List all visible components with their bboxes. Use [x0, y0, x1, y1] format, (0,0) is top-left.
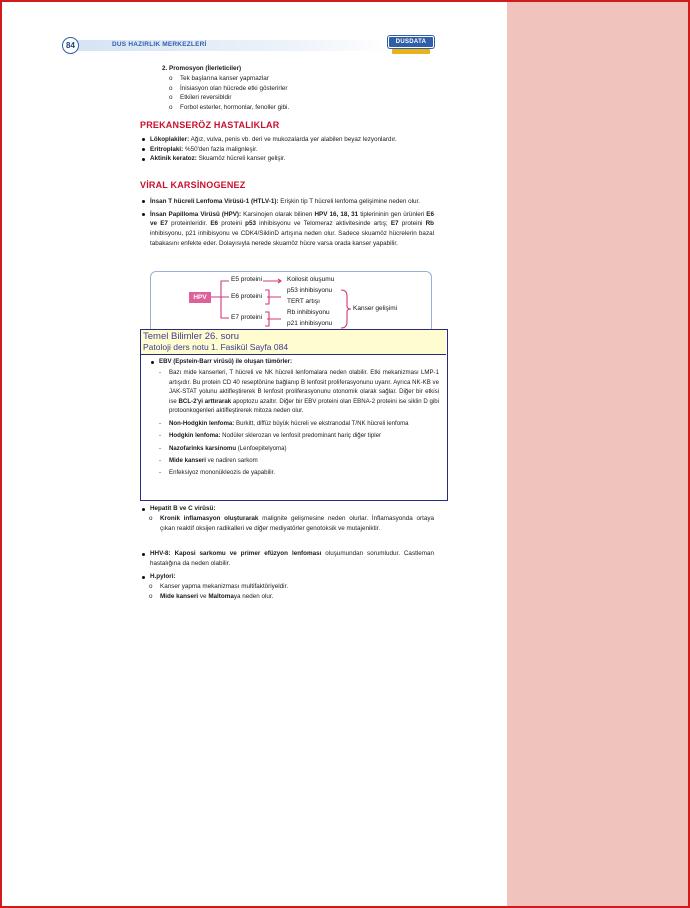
list-item: - Nazofarinks karsinomu (Lenfoepitelyoma): [157, 444, 439, 453]
hepatit-heading: Hepatit B ve C virüsü:: [140, 504, 434, 514]
page-header: [62, 36, 434, 56]
list-item: - Mide kanseri ve nadiren sarkom: [157, 456, 439, 465]
hpv-diagram: [150, 271, 432, 331]
list-item: Aktinik keratoz: Skuamöz hücreli kanser gelişir.: [140, 154, 434, 164]
question-reference-box: [140, 329, 448, 501]
hpv-label: HPV: [189, 292, 211, 303]
e5-label: E5 proteini: [231, 276, 263, 283]
rb-label: Rb inhibisyonu: [287, 309, 330, 316]
kanser-label: Kanser gelişimi: [353, 305, 398, 312]
page-number: 84: [62, 37, 79, 54]
arrow-e5: [263, 279, 281, 283]
brace-kanser: [341, 290, 351, 328]
prekanseroz-heading: PREKANSERÖZ HASTALIKLAR: [140, 120, 280, 130]
list-item: o Tek başlarına kanser yapmazlar: [166, 74, 434, 84]
list-item: - Non-Hodgkin lenfoma: Burkitt, diffüz büyük hücreli ve ekstranodal T/NK hücreli lenfoma: [157, 419, 439, 428]
logo-text: DUSDATA: [388, 36, 434, 48]
header-title: DUS HAZIRLIK MERKEZLERİ: [112, 41, 207, 48]
koilosit-label: Koilosit oluşumu: [287, 276, 335, 283]
viral-heading: VİRAL KARSİNOGENEZ: [140, 180, 246, 190]
promosyon-section: [140, 64, 434, 113]
list-item: HHV-8: Kaposi sarkomu ve primer efüzyon lenfoması oluşumundan sorumludur. Castleman hastalığına da neden olabilir.: [140, 549, 434, 569]
list-item: İnsan Papilloma Virüsü (HPV): Karsinojen olarak bilinen HPV 16, 18, 31 tiplerininin gen ürünleri E6 ve E7 proteinleridir. E6 proteini p53 inhibisyonu ve Telomeraz aktivitesinde artış; E7 proteini Rb inhibisyonu, p21 inhibisyonu ve CDK4/SiklinD artışına neden olur. Sadece skuamöz hücrelerin bazal tabakasını enfekte eder. Dolayısıyla nerede skuamöz hücre varsa orada kanser yapabilir.: [140, 210, 434, 249]
ebv-paragraph: - Bazı mide kanserleri, T hücreli ve NK hücreli lenfomalara neden olabilir. Etki mekanizması LMP-1 artışıdır. Bu protein CD 40 reseptörüne bağlanıp B lenfosit proliferasyonunu uyarır. Ayrıca NK-KB ve JAK-STAT yolunu aktifleştirerek B lenfosit proliferasyonunu otonomik olarak sağlar. Diğer bir etkisi ise BCL-2'yi arttırarak apoptozu azaltır. Diğer bir EBV proteini olan EBNA-2 proteini ise siklin D gibi protoonkogenleri aktifleştirerek mitoza neden olur.: [157, 368, 439, 415]
hhv8-section: [140, 549, 434, 569]
list-item: Lökoplakiler: Ağız, vulva, penis vb. deri ve mukozalarda yer alabilen beyaz lezyonlardır.: [140, 135, 434, 145]
reference-source: Patoloji ders notu 1. Fasikül Sayfa 084: [143, 342, 289, 352]
list-item: o Etkileri reversibldir: [166, 93, 434, 103]
list-item: o İnisiasyon olan hücrede etki gösterirler: [166, 84, 434, 94]
list-item: İnsan T hücreli Lenfoma Virüsü-1 (HTLV-1): Erişkin tip T hücreli lenfoma gelişimine neden olur.: [140, 197, 434, 207]
list-item: o Kanser yapma mekanizması multifaktöriyeldir.: [146, 582, 434, 592]
reference-question: Temel Bilimler 26. soru: [143, 331, 240, 342]
list-item: o Kronik inflamasyon oluşturarak malignite gelişmesine neden olurlar. İnflamasyonda ortaya çıkan reaktif oksijen radikalleri ve diğer mediyatörler genotoksik ve mutajeniktir.: [146, 514, 434, 534]
list-item: o Mide kanseri ve Maltomaya neden olur.: [146, 592, 434, 602]
reference-header: [141, 330, 446, 355]
prekanseroz-section: [140, 119, 434, 164]
connector-hpv-e7: [211, 297, 229, 318]
p53-label: p53 inhibisyonu: [287, 287, 333, 294]
hepatit-section: [140, 504, 434, 533]
hpylori-heading: H.pylori:: [140, 572, 434, 582]
p21-label: p21 inhibisyonu: [287, 320, 333, 327]
list-item: o Forbol esterler, hormonlar, fenoller gibi.: [166, 103, 434, 113]
list-item: Eritroplaki: %50'den fazla malignleşir.: [140, 145, 434, 155]
ebv-section: [149, 357, 439, 478]
dusdata-logo: [388, 36, 434, 56]
e7-label: E7 proteini: [231, 314, 263, 321]
viral-section: [140, 179, 434, 249]
e6-label: E6 proteini: [231, 293, 263, 300]
side-panel: [507, 2, 688, 906]
hpylori-section: [140, 572, 434, 601]
promosyon-heading: 2. Promosyon (İlerleticiler): [162, 65, 242, 72]
tert-label: TERT artışı: [287, 298, 320, 305]
list-item: - Enfeksiyoz mononükleozis de yapabilir.: [157, 468, 439, 477]
logo-stripe: [392, 49, 430, 54]
list-item: - Hodgkin lenfoma: Nodüler sklerozan ve lenfosit predominant hariç diğer tipler: [157, 431, 439, 440]
connector-hpv-e5: [211, 281, 229, 297]
ebv-heading: EBV (Epstein-Barr virüsü) ile oluşan tümörler:: [149, 357, 439, 366]
